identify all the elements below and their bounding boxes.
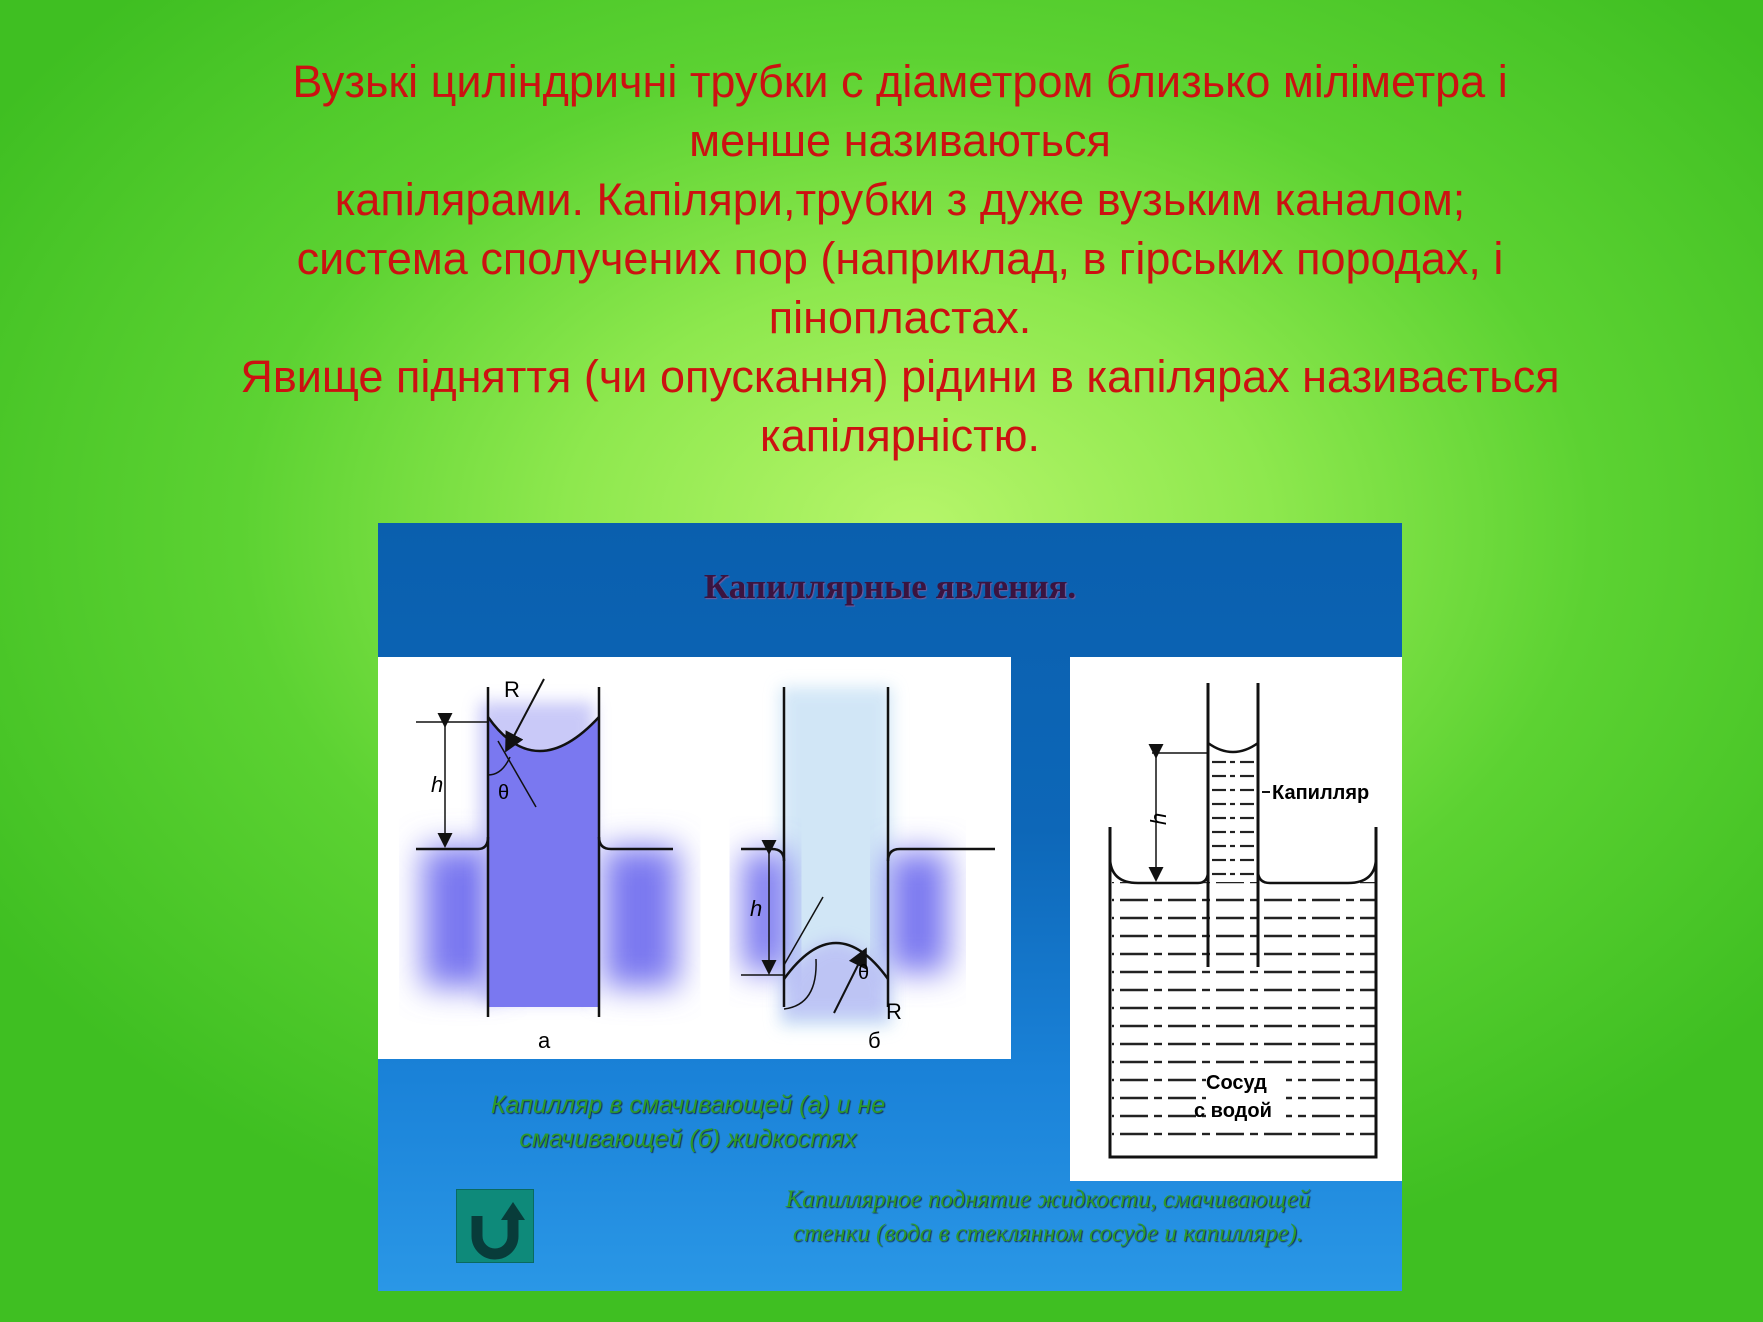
- label-h-b: h: [750, 896, 763, 921]
- vessel-diagram-svg: [1070, 657, 1402, 1181]
- label-theta-a: θ: [498, 782, 510, 804]
- slide-text-line: пінопластах.: [768, 292, 1032, 343]
- diagram-panel-vessel: [1070, 657, 1402, 1181]
- inset-title: Капиллярные явления.: [703, 567, 1077, 606]
- label-h-a: h: [431, 772, 444, 797]
- vessel-surface-right: [1258, 857, 1376, 883]
- slide-text-line: Явище підняття (чи опускання) рідини в капілярах називається: [240, 351, 1560, 402]
- slide-text-line: система сполучених пор (наприклад, в гірських породах, і: [296, 233, 1504, 284]
- vessel-with-capillary: [1110, 683, 1376, 1157]
- label-a: а: [538, 1028, 551, 1053]
- slide-text-line: менше називаються: [689, 115, 1111, 166]
- diagram-b: [741, 687, 995, 1053]
- label-capillary: Капилляр: [1272, 782, 1370, 804]
- slide-text: [110, 52, 1690, 465]
- raised-liquid-column: [488, 717, 599, 1007]
- capillary-water-fill: [1212, 760, 1254, 880]
- outer-liquid-right-b: [888, 852, 948, 972]
- vessel-surface-left: [1110, 857, 1208, 883]
- slide-text-line: Вузькі циліндричні трубки с діаметром близько міліметра і: [292, 56, 1508, 107]
- label-vessel-line1: Сосуд: [1206, 1072, 1267, 1094]
- capillary-inset-image: [378, 523, 1402, 1291]
- label-b: б: [868, 1028, 881, 1053]
- label-theta-b: θ: [858, 962, 870, 984]
- label-h-c: h: [1146, 812, 1171, 825]
- label-vessel-line2: с водой: [1194, 1100, 1272, 1122]
- back-button[interactable]: [456, 1189, 534, 1263]
- diagram-a: [416, 677, 678, 1053]
- capillary-diagrams-svg: [378, 657, 1011, 1059]
- slide-text-line: капілярністю.: [760, 410, 1040, 461]
- diagram-panel-ab: [378, 657, 1011, 1059]
- caption-rise-line: стенки (вода в стеклянном сосуде и капилляре).: [792, 1220, 1304, 1247]
- capillary-meniscus: [1208, 743, 1258, 752]
- caption-capillary-rise: [708, 1183, 1388, 1251]
- caption-wetting: [418, 1088, 958, 1156]
- caption-wetting-line: Капилляр в смачивающей (а) и не: [490, 1091, 886, 1119]
- label-R-a: R: [504, 677, 520, 702]
- u-turn-arrow-icon: [457, 1190, 533, 1262]
- label-R-b: R: [886, 999, 902, 1024]
- caption-wetting-line: смачивающей (б) жидкостях: [519, 1125, 857, 1153]
- slide-text-line: капілярами. Капіляри,трубки з дуже вузьким каналом;: [334, 174, 1466, 225]
- caption-rise-line: Капиллярное поднятие жидкости, смачивающей: [785, 1186, 1311, 1213]
- outer-liquid-right: [603, 847, 678, 987]
